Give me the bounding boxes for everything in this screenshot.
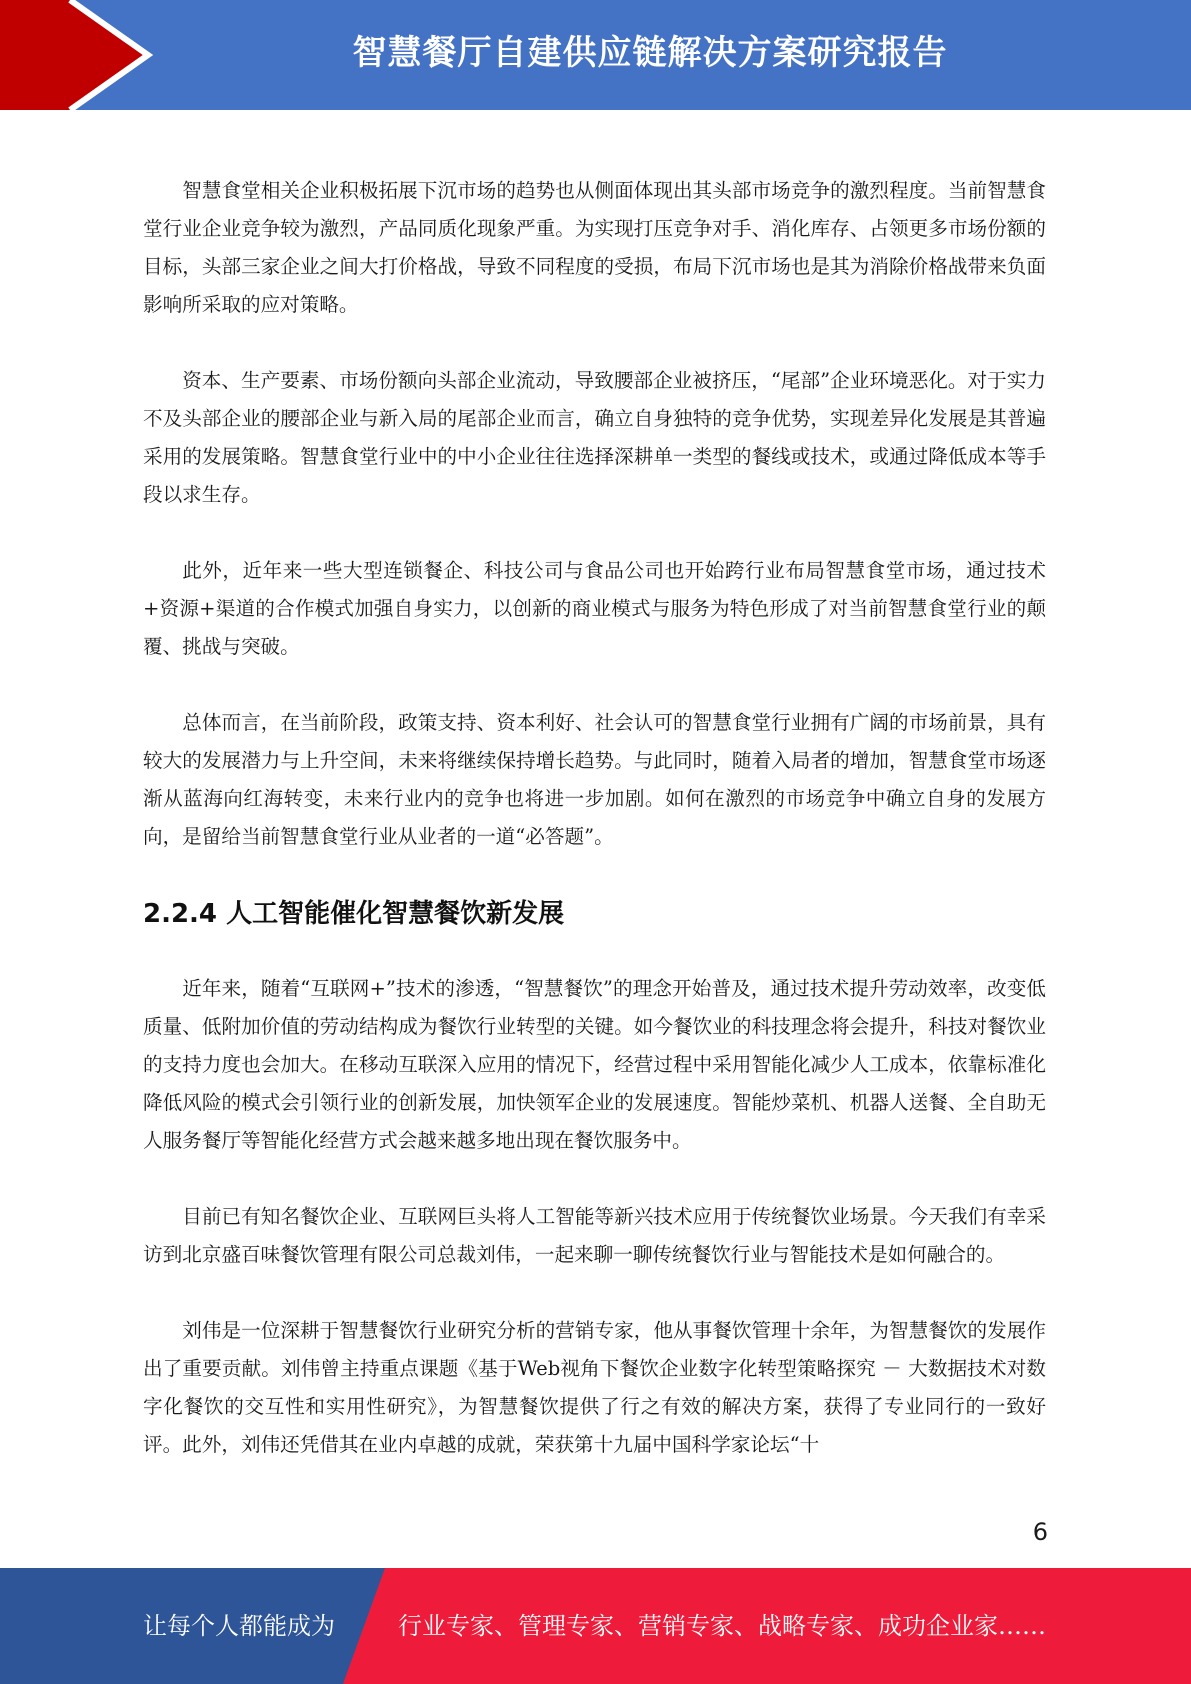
body-paragraph: 刘伟是一位深耕于智慧餐饮行业研究分析的营销专家，他从事餐饮管理十余年，为智慧餐饮的发展作出了重要贡献。刘伟曾主持重点课题《基于Web视角下餐饮企业数字化转型策略探究 － 大数据技术对数字化餐饮的交互性和实用性研究》，为智慧餐饮提供了行之有效的解决方案，获得了专业同行的一致好评。此外，刘伟还凭借其在业内卓越的成就，荣获第十九届中国科学家论坛“十 (143, 1319, 1046, 1456)
report-body (143, 172, 1046, 1502)
report-title: 智慧餐厅自建供应链解决方案研究报告 (352, 33, 948, 73)
page-number: 6 (1032, 1518, 1048, 1546)
body-paragraph: 近年来，随着“互联网+”技术的渗透，“智慧餐饮”的理念开始普及，通过技术提升劳动效率，改变低质量、低附加价值的劳动结构成为餐饮行业转型的关键。如今餐饮业的科技理念将会提升，科技对餐饮业的支持力度也会加大。在移动互联深入应用的情况下，经营过程中采用智能化减少人工成本，依靠标准化降低风险的模式会引领行业的创新发展，加快领军企业的发展速度。智能炒菜机、机器人送餐、全自助无人服务餐厅等智能化经营方式会越来越多地出现在餐饮服务中。 (143, 977, 1046, 1152)
body-paragraph: 此外，近年来一些大型连锁餐企、科技公司与食品公司也开始跨行业布局智慧食堂市场，通过技术+资源+渠道的合作模式加强自身实力，以创新的商业模式与服务为特色形成了对当前智慧食堂行业的颠覆、挑战与突破。 (143, 559, 1046, 658)
footer-slogan-right: 行业专家、管理专家、营销专家、战略专家、成功企业家…… (398, 1612, 1046, 1640)
footer-slogan-left: 让每个人都能成为 (143, 1612, 335, 1640)
section-heading: 2.2.4 人工智能催化智慧餐饮新发展 (143, 899, 565, 929)
page-footer-band (0, 1568, 1191, 1684)
page-header-band (0, 0, 1191, 110)
body-paragraph: 目前已有知名餐饮企业、互联网巨头将人工智能等新兴技术应用于传统餐饮业场景。今天我们有幸采访到北京盛百味餐饮管理有限公司总裁刘伟，一起来聊一聊传统餐饮行业与智能技术是如何融合的。 (143, 1205, 1046, 1266)
body-paragraph: 总体而言，在当前阶段，政策支持、资本利好、社会认可的智慧食堂行业拥有广阔的市场前景，具有较大的发展潜力与上升空间，未来将继续保持增长趋势。与此同时，随着入局者的增加，智慧食堂市场逐渐从蓝海向红海转变，未来行业内的竞争也将进一步加剧。如何在激烈的市场竞争中确立自身的发展方向，是留给当前智慧食堂行业从业者的一道“必答题”。 (143, 711, 1046, 848)
body-paragraph: 智慧食堂相关企业积极拓展下沉市场的趋势也从侧面体现出其头部市场竞争的激烈程度。当前智慧食堂行业企业竞争较为激烈，产品同质化现象严重。为实现打压竞争对手、消化库存、占领更多市场份额的目标，头部三家企业之间大打价格战，导致不同程度的受损，布局下沉市场也是其为消除价格战带来负面影响所采取的应对策略。 (143, 179, 1046, 316)
body-paragraph: 资本、生产要素、市场份额向头部企业流动，导致腰部企业被挤压，“尾部”企业环境恶化。对于实力不及头部企业的腰部企业与新入局的尾部企业而言，确立自身独特的竞争优势，实现差异化发展是其普遍采用的发展策略。智慧食堂行业中的中小企业往往选择深耕单一类型的餐线或技术，或通过降低成本等手段以求生存。 (143, 369, 1046, 506)
